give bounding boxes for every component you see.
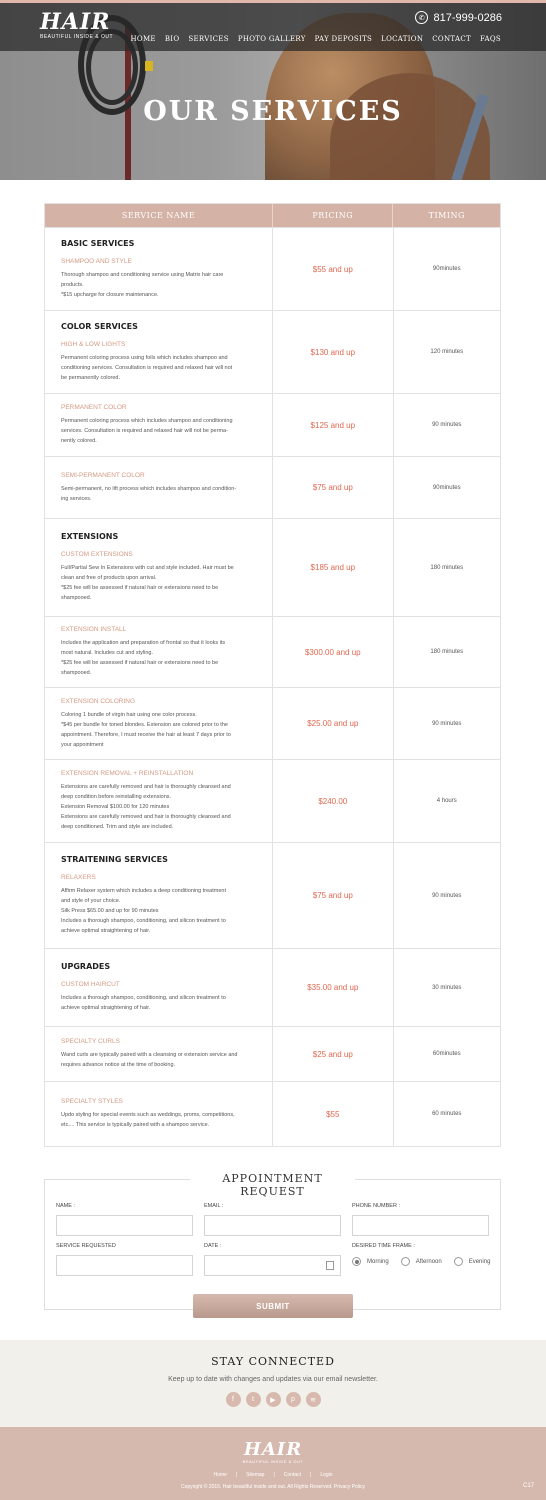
phone-contact[interactable]: [415, 11, 502, 24]
pricing-cell: [273, 1027, 393, 1081]
service-price: $35.00 and up: [307, 983, 359, 992]
phone-field-group: [352, 1203, 489, 1236]
services-table: [44, 203, 501, 1147]
timing-cell: [394, 688, 501, 759]
service-timing: 180 minutes: [430, 649, 464, 655]
pricing-cell: [273, 949, 393, 1026]
radio-afternoon-label: Afternoon: [415, 1258, 442, 1265]
site-logo[interactable]: [40, 11, 120, 41]
service-timing: 30 minutes: [432, 984, 462, 991]
timing-cell: [394, 311, 501, 393]
table-body: [45, 227, 500, 1146]
timing-cell: [394, 519, 501, 616]
pricing-cell: [273, 457, 393, 518]
service-cell: [45, 394, 273, 456]
submit-button[interactable]: SUBMIT: [193, 1294, 353, 1318]
email-field-group: [204, 1203, 341, 1236]
service-category: EXTENSIONS: [61, 532, 119, 541]
service-name: SEMI-PERMANENT COLOR: [61, 471, 145, 479]
timing-cell: [394, 457, 501, 518]
table-row: [45, 310, 500, 393]
timing-cell: [394, 1082, 501, 1146]
top-navbar: [0, 3, 546, 51]
service-name: CUSTOM HAIRCUT: [61, 981, 120, 988]
table-header: [45, 204, 500, 227]
pricing-cell: [273, 311, 393, 393]
service-description: Semi-permanent, no lift process which includes shampoo and condition- ing services.: [61, 485, 237, 502]
nav-photo-gallery[interactable]: PHOTO GALLERY: [237, 35, 306, 43]
service-price: $75 and up: [312, 483, 353, 492]
table-row: [45, 393, 500, 456]
service-price: $300.00 and up: [304, 647, 361, 657]
service-cell: [45, 228, 273, 310]
footer-badge: C17: [522, 1483, 534, 1489]
nav-bio[interactable]: BIO: [164, 35, 180, 43]
date-field-group: [204, 1243, 341, 1276]
service-timing: 90 minutes: [432, 422, 462, 428]
radio-afternoon-icon[interactable]: [401, 1257, 410, 1266]
timing-cell: [394, 760, 501, 842]
lamp-image: [145, 61, 153, 71]
service-timing: 180 minutes: [430, 564, 464, 571]
table-row: [45, 1026, 500, 1081]
date-label: DATE :: [204, 1243, 222, 1249]
service-description: Updo styling for special events such as weddings, proms, competitions, etc.... This service is typically paired with a shampoo service.: [61, 1112, 235, 1128]
email-input[interactable]: [204, 1215, 341, 1236]
stay-connected-title: STAY CONNECTED: [211, 1355, 335, 1368]
appointment-form: [44, 1172, 501, 1311]
twitter-icon[interactable]: t: [246, 1392, 261, 1407]
header-timing: TIMING: [428, 211, 465, 220]
timing-cell: [394, 228, 501, 310]
timing-cell: [394, 949, 501, 1026]
service-input[interactable]: [56, 1255, 193, 1276]
service-category: COLOR SERVICES: [61, 321, 138, 331]
footer-links: [0, 1472, 546, 1478]
radio-evening-icon[interactable]: [454, 1257, 463, 1266]
nav-services[interactable]: SERVICES: [188, 35, 229, 43]
rss-icon[interactable]: ≋: [306, 1392, 321, 1407]
footer-logo[interactable]: HAIR: [243, 1439, 303, 1460]
pricing-cell: [273, 843, 393, 948]
service-cell: [45, 843, 273, 948]
service-price: $185 and up: [310, 563, 356, 572]
service-description: Extensions are carefully removed and hair is thoroughly cleansed and deep condition before reinstalling extensions. Extension Removal $100.00 for 120 minutes Extensions are carefully removed and hair is thoroughly cleansed and deep conditioned. Trim and style are included.: [61, 784, 231, 830]
social-links: [0, 1392, 546, 1407]
service-field-group: [56, 1243, 193, 1276]
phone-icon: ✆: [415, 11, 428, 24]
service-timing: 90 minutes: [432, 720, 462, 727]
pricing-cell: [273, 519, 393, 616]
footer-logo-tagline: BEAUTIFUL INSIDE & OUT: [242, 1459, 304, 1464]
service-cell: [45, 1027, 273, 1081]
footer-link-login[interactable]: Login: [320, 1472, 333, 1478]
time-label: DESIRED TIME FRAME :: [352, 1243, 415, 1249]
phone-number: 817-999-0286: [433, 11, 502, 24]
service-name: EXTENSION REMOVAL + REINSTALLATION: [61, 770, 194, 777]
service-category: STRAITENING SERVICES: [61, 855, 168, 864]
service-price: $25 and up: [312, 1049, 353, 1059]
radio-evening-label: Evening: [468, 1258, 491, 1265]
table-row: [45, 842, 500, 948]
nav-home[interactable]: HOME: [130, 35, 156, 43]
name-label: NAME :: [56, 1203, 75, 1209]
name-field-group: [56, 1203, 193, 1236]
nav-faqs[interactable]: FAQS: [479, 35, 501, 43]
service-name: HIGH & LOW LIGHTS: [61, 340, 126, 348]
radio-morning-selected-icon[interactable]: [352, 1257, 361, 1266]
service-cell: [45, 457, 273, 518]
table-row: [45, 456, 500, 518]
date-input[interactable]: [204, 1255, 341, 1276]
service-timing: 90minutes: [432, 484, 461, 491]
table-row: [45, 948, 500, 1026]
hero-banner: [0, 3, 546, 180]
service-name: SPECIALTY CURLS: [61, 1038, 121, 1045]
timing-cell: [394, 617, 501, 687]
main-menu: [131, 35, 501, 43]
service-timing: 90minutes: [432, 266, 461, 272]
footer-divider: |: [235, 1472, 238, 1478]
table-row: [45, 227, 500, 310]
service-description: Wand curls are typically paired with a cleansing or extension service and requires advance notice at the time of booking.: [61, 1052, 238, 1068]
service-price: $55: [326, 1109, 340, 1119]
table-row: [45, 759, 500, 842]
service-category: UPGRADES: [61, 962, 111, 971]
facebook-icon[interactable]: f: [226, 1392, 241, 1407]
header-pricing: PRICING: [273, 204, 393, 227]
service-timing: 4 hours: [436, 798, 457, 804]
calendar-icon[interactable]: [326, 1261, 334, 1270]
pricing-cell: [273, 688, 393, 759]
timing-cell: [394, 843, 501, 948]
service-cell: [45, 1082, 273, 1146]
email-label: EMAIL :: [204, 1203, 224, 1209]
table-row: [45, 616, 500, 687]
radio-afternoon[interactable]: [401, 1257, 442, 1266]
service-name: EXTENSION COLORING: [61, 697, 136, 705]
stay-connected-subtitle: Keep up to date with changes and updates via our email newsletter.: [168, 1376, 378, 1383]
phone-label: PHONE NUMBER :: [352, 1203, 400, 1209]
footer-link-contact[interactable]: Contact: [283, 1472, 301, 1478]
service-cell: [45, 760, 273, 842]
nav-contact[interactable]: CONTACT: [432, 35, 471, 43]
service-name: CUSTOM EXTENSIONS: [61, 551, 133, 558]
radio-morning[interactable]: [352, 1257, 389, 1266]
nav-location[interactable]: LOCATION: [381, 35, 424, 43]
service-cell: [45, 688, 273, 759]
service-description: Full/Partial Sew In Extensions with cut and style included. Hair must be clean and free of products upon arrival. *$25 fee will be assessed if natural hair or extensions need to be shampooed.: [61, 565, 234, 601]
logo-text: HAIR: [40, 9, 111, 35]
radio-morning-label: Morning: [367, 1258, 389, 1265]
service-description: Affirm Relaxer system which includes a deep conditioning treatment and style of your choice. Silk Press $65.00 and up for 90 minutes Includes a thorough shampoo, conditioning, and silicon treatment to achieve optimal straightening of hair.: [61, 888, 226, 934]
pricing-cell: [273, 617, 393, 687]
service-price: $240.00: [318, 796, 348, 806]
time-radio-group: [352, 1257, 490, 1266]
table-row: [45, 687, 500, 759]
logo-tagline: BEAUTIFUL INSIDE & OUT: [40, 34, 114, 40]
service-description: Includes the application and preparation of frontal so that it looks its most natural. Includes cut and styling. *$25 fee will be assessed if natural hair or extensions need to be shampooed.: [61, 640, 226, 676]
name-input[interactable]: [56, 1215, 193, 1236]
timing-cell: [394, 1027, 501, 1081]
service-cell: [45, 617, 273, 687]
service-name: SPECIALTY STYLES: [61, 1098, 123, 1105]
service-description: Permanent coloring process using foils which includes shampoo and conditioning services. Consultation is required and relaxed hair will not be permanently colored.: [61, 354, 233, 381]
service-cell: [45, 311, 273, 393]
service-name: SHAMPOO AND STYLE: [61, 257, 132, 265]
service-description: Permanent coloring process which includes shampoo and conditioning services. Consultation is required and relaxed hair will not be perma- nently colored.: [61, 418, 233, 444]
service-category: BASIC SERVICES: [61, 238, 135, 248]
service-price: $75 and up: [312, 891, 353, 900]
time-field-group: [352, 1243, 490, 1266]
footer-divider: |: [310, 1472, 312, 1478]
pricing-cell: [273, 394, 393, 456]
service-cell: [45, 949, 273, 1026]
table-row: [45, 518, 500, 616]
service-name: PERMANENT COLOR: [61, 404, 127, 411]
service-description: Thorough shampoo and conditioning service using Matrix hair care products. *$15 upcharge for closure maintenance.: [61, 271, 224, 298]
timing-cell: [394, 394, 501, 456]
copyright: Copyright © 2015. Hair beautiful inside and out. All Rights Reserved. Privacy Policy: [180, 1484, 366, 1490]
service-timing: 90 minutes: [432, 892, 462, 899]
radio-evening[interactable]: [454, 1257, 491, 1266]
table-row: [45, 1081, 500, 1146]
service-description: Coloring 1 bundle of virgin hair using one color process. *$45 per bundle for toned blondes. Extension are colored prior to the appointment. Therefore, I must receive the hair at least 7 days prior to your appointment: [61, 711, 231, 748]
service-name: EXTENSION INSTALL: [61, 626, 127, 633]
service-price: $130 and up: [310, 347, 356, 357]
service-label: SERVICE REQUESTED: [56, 1243, 116, 1249]
service-price: $25.00 and up: [307, 719, 359, 728]
footer-divider: |: [273, 1472, 275, 1478]
phone-input[interactable]: [352, 1215, 489, 1236]
service-price: $55 and up: [312, 264, 353, 274]
service-timing: 60 minutes: [432, 1111, 462, 1117]
header-service-name: SERVICE NAME: [45, 204, 273, 227]
page-title: OUR SERVICES: [143, 96, 403, 127]
stay-connected-section: [0, 1340, 546, 1427]
pricing-cell: [273, 760, 393, 842]
service-cell: [45, 519, 273, 616]
pricing-cell: [273, 1082, 393, 1146]
nav-pay-deposits[interactable]: PAY DEPOSITS: [314, 35, 373, 43]
service-name: RELAXERS: [61, 874, 96, 881]
service-price: $125 and up: [310, 420, 356, 430]
service-timing: 60minutes: [432, 1051, 461, 1057]
footer-link-home[interactable]: Home: [213, 1472, 227, 1478]
pricing-cell: [273, 228, 393, 310]
service-timing: 120 minutes: [430, 349, 464, 355]
pinterest-icon[interactable]: p: [286, 1392, 301, 1407]
appointment-title: APPOINTMENT REQUEST: [190, 1172, 355, 1198]
site-footer: [0, 1427, 546, 1500]
footer-link-sitemap[interactable]: Sitemap: [246, 1472, 265, 1478]
service-description: Includes a thorough shampoo, conditioning, and silicon treatment to achieve optimal straightening of hair.: [61, 995, 226, 1011]
youtube-icon[interactable]: ▶: [266, 1392, 281, 1407]
